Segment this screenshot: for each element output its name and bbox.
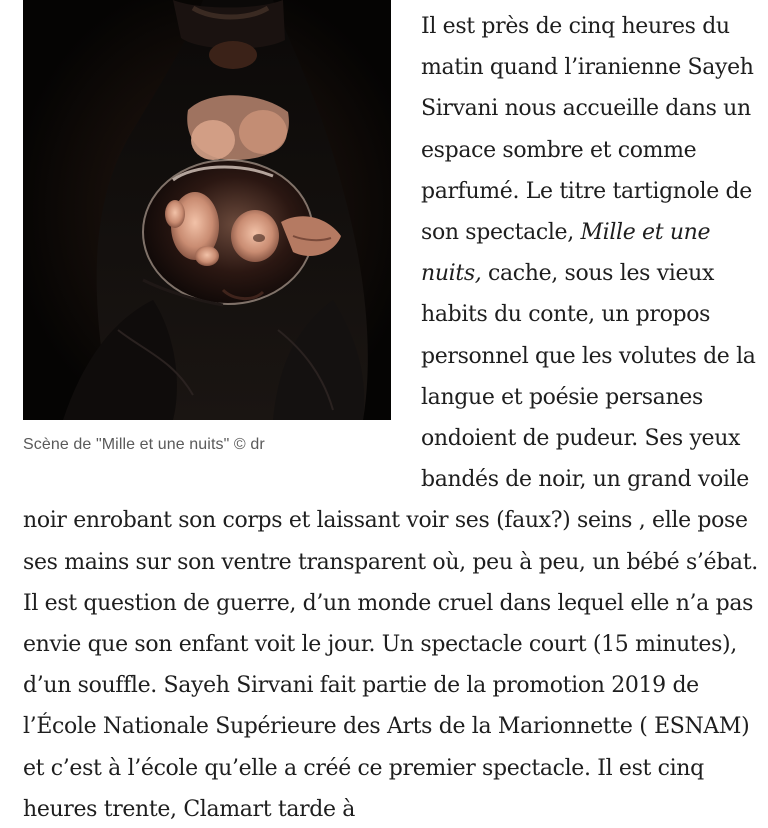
show-title: Mille et une nuits, (421, 220, 711, 287)
photo-caption: Scène de "Mille et une nuits" © dr (23, 436, 265, 453)
performance-photo (23, 0, 391, 420)
article-figure (23, 0, 391, 454)
article-lead-text: Il est près de cinq heures du matin quand l’iranienne Sayeh Sirvani nous accueille dans un espace sombre et comme parfumé. Le titre tartignole de son spectacle, (421, 14, 754, 246)
article-body-text: cache, sous les vieux habits du conte, un propos personnel que les volutes de la langue et poésie persanes ondoient de pudeur. Ses yeux bandés de noir, un grand voile noir enrobant son corps et laissant voir ses (faux?) seins , elle pose ses mains sur son ventre transparent où, peu à peu, un bébé s’ébat. Il est question de guerre, d’un monde cruel dans lequel elle n’a pas envie que son enfant voit le jour. Un spectacle court (15 minutes), d’un souffle. Sayeh Sirvani fait partie de la promotion 2019 de l’École Nationale Supérieure des Arts de la Marionnette ( ESNAM) et c’est à l’école qu’elle a créé ce premier spectacle. Il est cinq heures trente, Clamart tarde à (23, 261, 758, 822)
